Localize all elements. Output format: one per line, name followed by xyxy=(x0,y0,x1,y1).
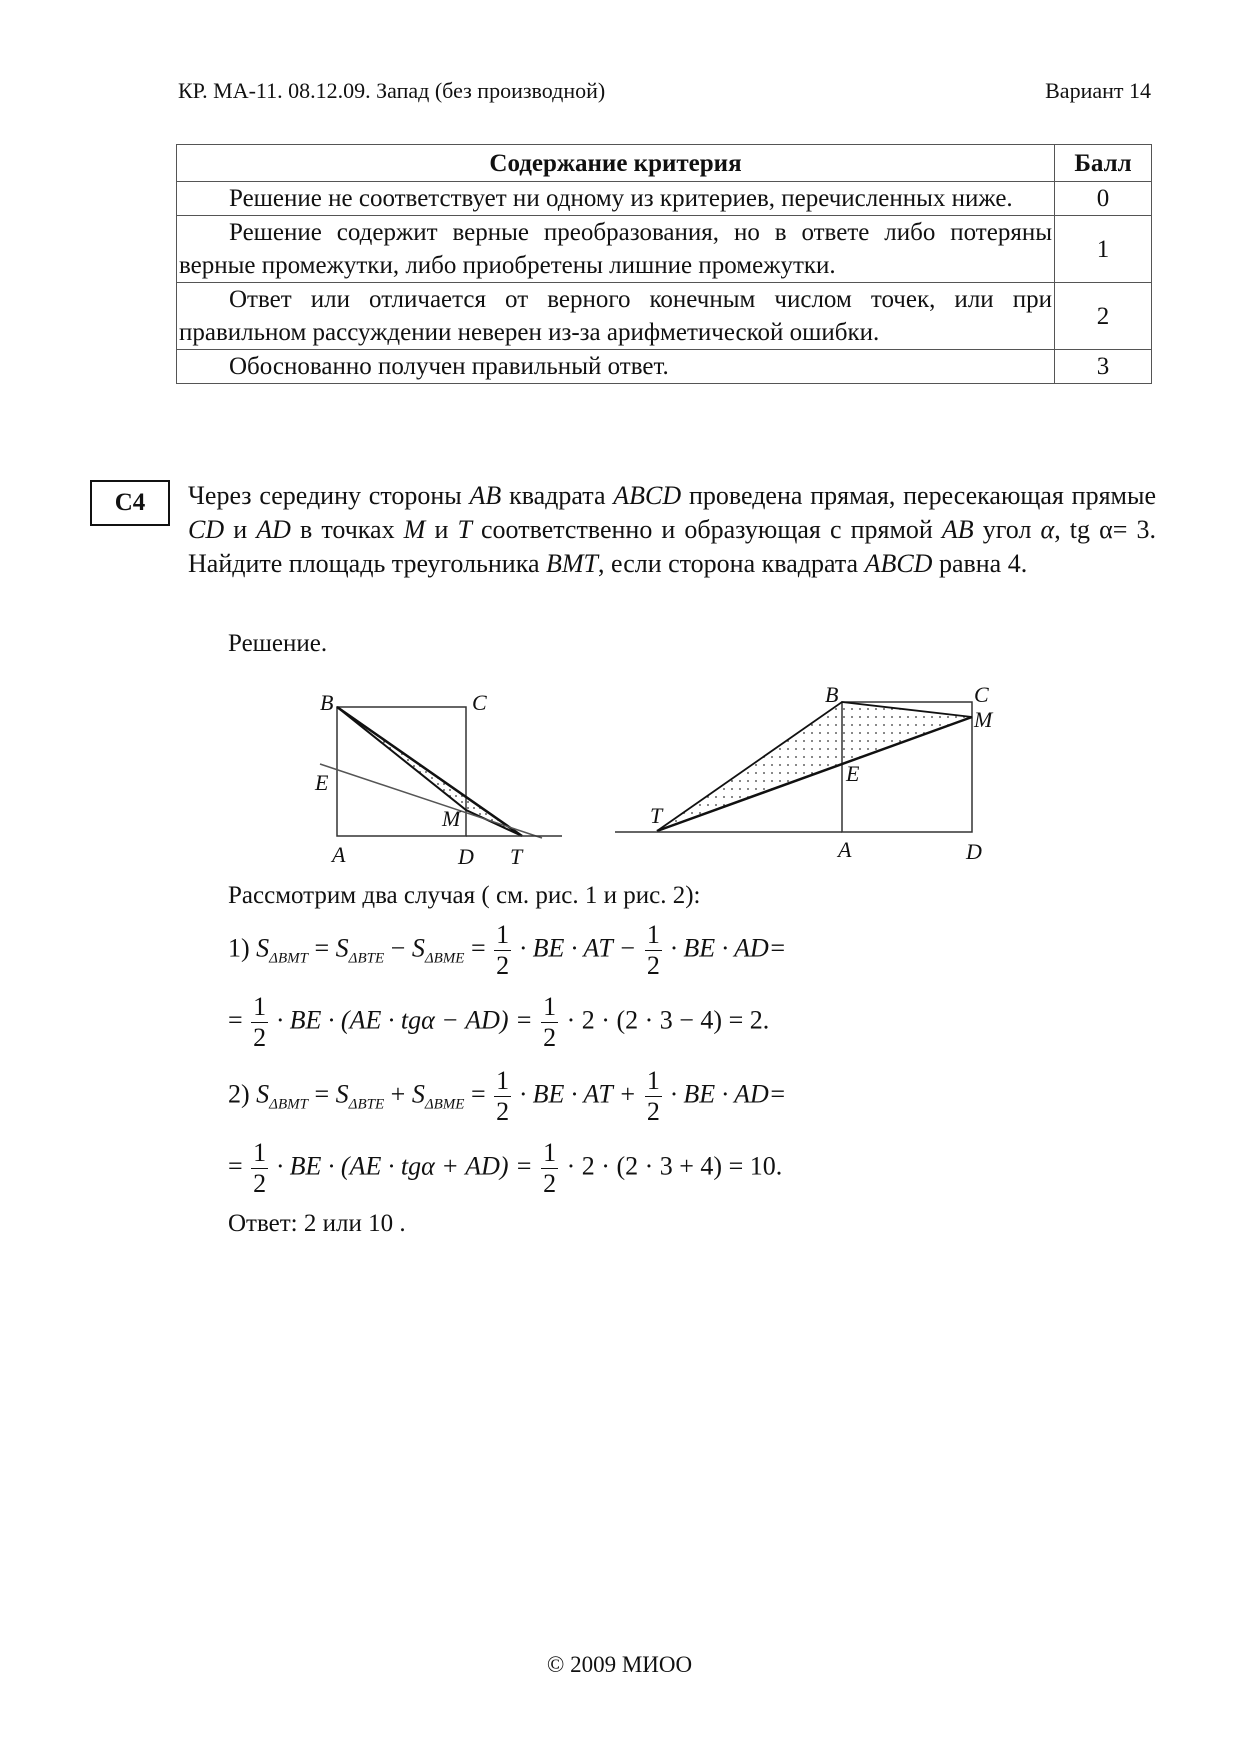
problem-text: , tg α= 3. Найдите площадь треугольника xyxy=(188,515,1156,578)
term: · BE · AT − xyxy=(519,933,637,963)
symbol-s: S xyxy=(411,1079,425,1109)
numerator: 1 xyxy=(543,992,557,1021)
term: · BE · (AE · tgα − AD) = xyxy=(276,1005,533,1035)
criteria-text: Решение не соответствует ни одному из критериев, перечисленных ниже. xyxy=(177,182,1055,216)
header-right: Вариант 14 xyxy=(1045,78,1151,103)
header-left: КР. МА-11. 08.12.09. Запад (без производной) xyxy=(178,78,606,103)
table-row xyxy=(177,283,1152,350)
table-row xyxy=(177,350,1152,384)
symbol-s: S xyxy=(256,933,270,963)
subscript: ΔBMT xyxy=(269,1096,308,1113)
term: · 2 · (2 · 3 + 4) = 10. xyxy=(566,1151,783,1181)
fraction xyxy=(541,992,558,1053)
problem-label: C4 xyxy=(90,480,170,526)
symbol-s: S xyxy=(411,933,425,963)
operator: = xyxy=(228,1005,243,1035)
criteria-text: Ответ или отличается от верного конечным числом точек, или при правильном рассуждении неверен из-за арифметической ошибки. xyxy=(177,283,1055,350)
criteria-table xyxy=(176,144,1152,384)
denominator: 2 xyxy=(543,1169,557,1198)
label-t: T xyxy=(650,803,663,828)
problem-text: в точках xyxy=(290,515,404,544)
problem-text: равна 4. xyxy=(932,549,1028,578)
denominator: 2 xyxy=(543,1023,557,1052)
fraction xyxy=(494,920,511,981)
numerator: 1 xyxy=(253,1138,267,1167)
problem-statement xyxy=(188,479,1156,581)
fraction xyxy=(645,1066,662,1127)
fraction xyxy=(251,1138,268,1199)
subscript: ΔBTE xyxy=(348,1096,385,1113)
problem-var: α xyxy=(1040,515,1055,544)
page-header xyxy=(178,78,1151,104)
table-row xyxy=(177,182,1152,216)
symbol-s: S xyxy=(335,1079,349,1109)
criteria-col-content: Содержание критерия xyxy=(177,145,1055,182)
label-a: A xyxy=(838,837,852,862)
operator: − xyxy=(384,933,412,963)
label-b: B xyxy=(825,682,839,707)
case1-line1 xyxy=(228,920,786,981)
denominator: 2 xyxy=(646,951,660,980)
case2-line1 xyxy=(228,1066,786,1127)
denominator: 2 xyxy=(496,1097,510,1126)
fraction xyxy=(541,1138,558,1199)
label-d: D xyxy=(458,844,474,869)
label-t: T xyxy=(510,844,523,869)
problem-var: CD xyxy=(188,515,225,544)
problem-var: T xyxy=(457,515,472,544)
problem-text: и xyxy=(425,515,458,544)
label-c: C xyxy=(974,682,989,707)
case1-line2 xyxy=(228,992,769,1053)
problem-text: проведена прямая, пересекающая прямые xyxy=(681,481,1157,510)
fraction xyxy=(645,920,662,981)
label-b: B xyxy=(320,690,334,715)
fraction xyxy=(251,992,268,1053)
subscript: ΔBME xyxy=(424,1096,465,1113)
criteria-score: 2 xyxy=(1055,283,1152,350)
problem-var: BMT xyxy=(546,549,598,578)
criteria-text: Решение содержит верные преобразования, но в ответе либо потеряны верные промежутки, либо приобретены лишние промежутки. xyxy=(177,216,1055,283)
term: · BE · AT + xyxy=(519,1079,637,1109)
criteria-text: Обоснованно получен правильный ответ. xyxy=(177,350,1055,384)
problem-var: AD xyxy=(256,515,291,544)
consider-text: Рассмотрим два случая ( см. рис. 1 и рис. 2): xyxy=(228,882,701,909)
fraction xyxy=(494,1066,511,1127)
solution-title: Решение. xyxy=(228,630,328,657)
subscript: ΔBME xyxy=(424,950,465,967)
criteria-col-score: Балл xyxy=(1055,145,1152,182)
problem-var: AB xyxy=(469,481,502,510)
label-m: M xyxy=(974,707,993,732)
numerator: 1 xyxy=(646,920,660,949)
denominator: 2 xyxy=(496,951,510,980)
problem-var: M xyxy=(403,515,426,544)
numerator: 1 xyxy=(496,1066,510,1095)
subscript: ΔBMT xyxy=(269,950,308,967)
symbol-s: S xyxy=(256,1079,270,1109)
case2-line2 xyxy=(228,1138,782,1199)
problem-text: квадрата xyxy=(501,481,614,510)
line-bt xyxy=(337,707,522,836)
case1-number: 1) xyxy=(228,933,250,963)
case2-number: 2) xyxy=(228,1079,250,1109)
numerator: 1 xyxy=(253,992,267,1021)
denominator: 2 xyxy=(253,1023,267,1052)
problem-text: угол xyxy=(973,515,1041,544)
symbol-s: S xyxy=(335,933,349,963)
denominator: 2 xyxy=(646,1097,660,1126)
term: · BE · (AE · tgα + AD) = xyxy=(276,1151,533,1181)
label-a: A xyxy=(332,842,346,867)
operator: + xyxy=(384,1079,412,1109)
operator: = xyxy=(307,933,336,963)
criteria-score: 1 xyxy=(1055,216,1152,283)
table-row xyxy=(177,216,1152,283)
problem-text: Через середину стороны xyxy=(188,481,470,510)
problem-var: AB xyxy=(941,515,974,544)
subscript: ΔBTE xyxy=(348,950,385,967)
problem-var: ABCD xyxy=(613,481,682,510)
term: · BE · AD= xyxy=(670,933,787,963)
figure-2 xyxy=(610,675,1000,870)
label-d: D xyxy=(966,839,982,864)
operator: = xyxy=(307,1079,336,1109)
numerator: 1 xyxy=(496,920,510,949)
problem-text: и xyxy=(224,515,257,544)
criteria-score: 0 xyxy=(1055,182,1152,216)
triangle-bmt xyxy=(657,702,972,831)
operator: = xyxy=(228,1151,243,1181)
label-e: E xyxy=(315,770,329,795)
answer-text: Ответ: 2 или 10 . xyxy=(228,1210,406,1237)
problem-text: , если сторона квадрата xyxy=(598,549,865,578)
page-footer: © 2009 МИОО xyxy=(546,1652,693,1677)
figure-1 xyxy=(310,680,570,870)
operator: = xyxy=(464,1079,493,1109)
operator: = xyxy=(464,933,493,963)
term: · BE · AD= xyxy=(670,1079,787,1109)
label-c: C xyxy=(472,690,487,715)
criteria-header-row xyxy=(177,145,1152,182)
problem-var: ABCD xyxy=(864,549,933,578)
numerator: 1 xyxy=(646,1066,660,1095)
term: · 2 · (2 · 3 − 4) = 2. xyxy=(566,1005,770,1035)
label-m: M xyxy=(442,806,461,831)
denominator: 2 xyxy=(253,1169,267,1198)
problem-text: соответственно и образующая с прямой xyxy=(471,515,942,544)
criteria-score: 3 xyxy=(1055,350,1152,384)
numerator: 1 xyxy=(543,1138,557,1167)
label-e: E xyxy=(846,761,860,786)
